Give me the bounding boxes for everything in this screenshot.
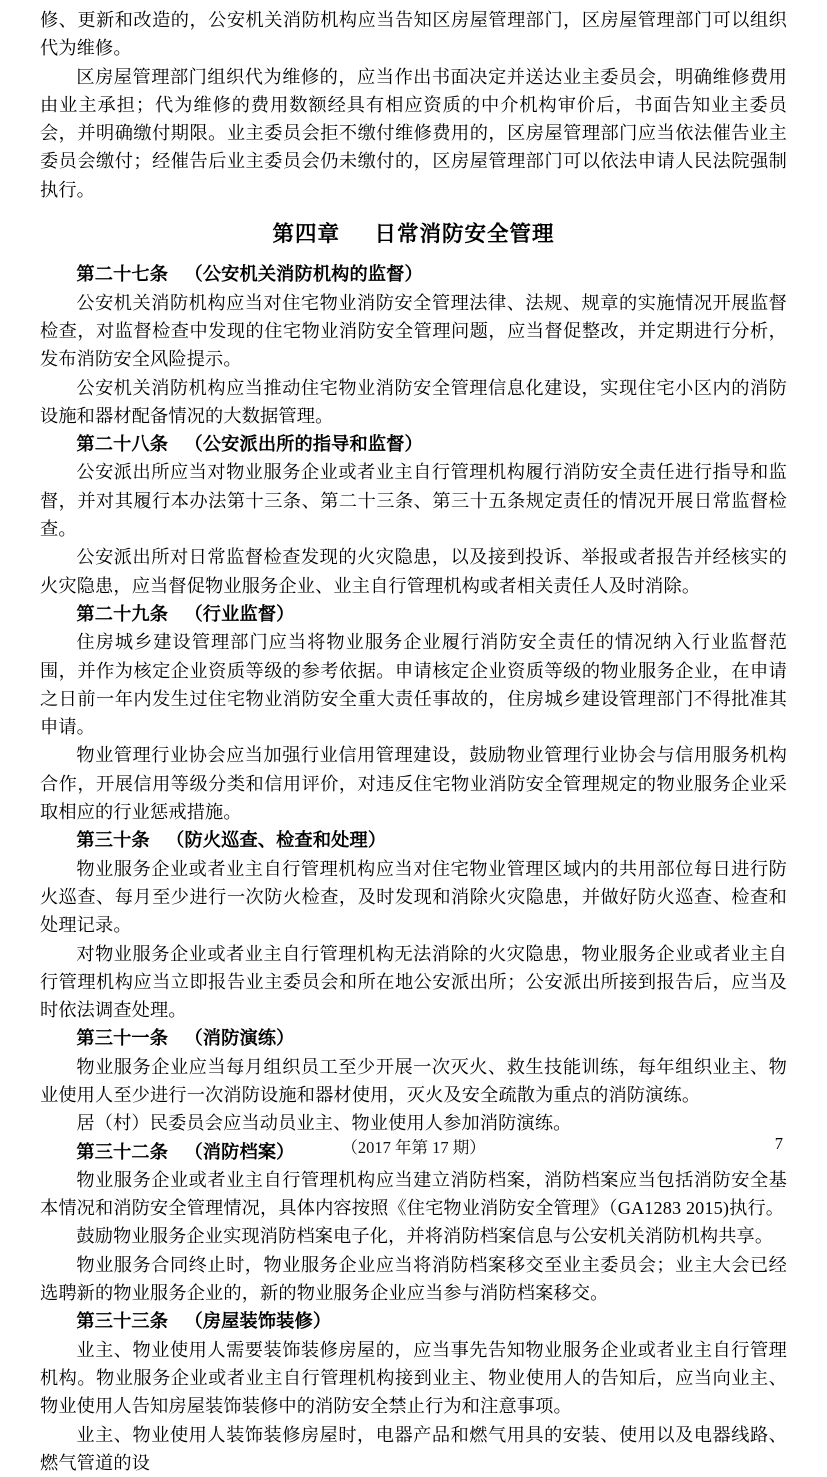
article-number-30: 第三十条 [76,830,150,851]
article-title-29: （行业监督） [184,603,295,624]
article-heading-31 [40,1024,787,1052]
article-32-paragraph-1: 物业服务企业或者业主自行管理机构应当建立消防档案，消防档案应当包括消防安全基本情况和消防安全管理情况，具体内容按照《住宅物业消防安全管理》（GA1283 2015)执行。 [40,1169,787,1219]
article-number-27: 第二十七条 [76,264,169,285]
chapter-heading [40,220,787,248]
article-27-paragraph-2: 公安机关消防机构应当推动住宅物业消防安全管理信息化建设，实现住宅小区内的消防设施和器材配备情况的大数据管理。 [40,377,787,426]
page-body [40,6,787,1477]
article-33-paragraph-2: 业主、物业使用人装饰装修房屋时，电器产品和燃气用具的安装、使用以及电器线路、燃气管道的设 [40,1424,787,1473]
article-number-28: 第二十八条 [76,434,169,455]
article-heading-27 [40,260,787,288]
article-33-paragraph-1: 业主、物业使用人需要装饰装修房屋的，应当事先告知物业服务企业或者业主自行管理机构。物业服务企业或者业主自行管理机构接到业主、物业使用人的告知后，应当向业主、物业使用人告知房屋装饰装修中的消防安全禁止行为和注意事项。 [40,1339,787,1417]
article-32-paragraph-2: 鼓励物业服务企业实现消防档案电子化，并将消防档案信息与公安机关消防机构共享。 [76,1226,774,1247]
chapter-name: 日常消防安全管理 [374,222,555,247]
footer-page-number: 7 [774,1134,783,1153]
article-31-paragraph-1: 物业服务企业应当每月组织员工至少开展一次灭火、救生技能训练，每年组织业主、物业使用人至少进行一次消防设施和器材使用，灭火及安全疏散为重点的消防演练。 [40,1056,787,1105]
chapter-number: 第四章 [272,222,341,247]
paragraph-2: 区房屋管理部门组织代为维修的，应当作出书面决定并送达业主委员会，明确维修费用由业主承担；代为维修的费用数额经具有相应资质的中介机构审价后，书面告知业主委员会，并明确缴付期限。业主委员会拒不缴付维修费用的，区房屋管理部门应当依法催告业主委员会缴付；经催告后业主委员会仍未缴付的，区房屋管理部门可以依法申请人民法院强制执行。 [40,66,787,200]
article-31-paragraph-2: 居（村）民委员会应当动员业主、物业使用人参加消防演练。 [76,1113,572,1134]
article-28-paragraph-1: 公安派出所应当对物业服务企业或者业主自行管理机构履行消防安全责任进行指导和监督，并对其履行本办法第十三条、第二十三条、第三十五条规定责任的情况开展日常监督检查。 [40,462,787,540]
article-title-32: （消防档案） [184,1141,295,1162]
article-title-31: （消防演练） [184,1028,295,1049]
article-30-paragraph-1: 物业服务企业或者业主自行管理机构应当对住宅物业管理区域内的共用部位每日进行防火巡查、每月至少进行一次防火检查，及时发现和消除火灾隐患，并做好防火巡查、检查和处理记录。 [40,858,787,936]
article-number-33: 第三十三条 [76,1311,169,1332]
article-29-paragraph-1: 住房城乡建设管理部门应当将物业服务企业履行消防安全责任的情况纳入行业监督范围，并作为核定企业资质等级的参考依据。申请核定企业资质等级的物业服务企业，在申请之日前一年内发生过住宅物业消防安全重大责任事故的，住房城乡建设管理部门不得批准其申请。 [40,632,787,738]
article-27-paragraph-1: 公安机关消防机构应当对住宅物业消防安全管理法律、法规、规章的实施情况开展监督检查，对监督检查中发现的住宅物业消防安全管理问题，应当督促整改，并定期进行分析，发布消防安全风险提示。 [40,292,787,370]
article-30-paragraph-2: 对物业服务企业或者业主自行管理机构无法消除的火灾隐患，物业服务企业或者业主自行管理机构应当立即报告业主委员会和所在地公安派出所；公安派出所接到报告后，应当及时依法调查处理。 [40,943,787,1021]
article-heading-28 [40,430,787,458]
article-title-27: （公安机关消防机构的监督） [184,264,423,285]
article-32-paragraph-3: 物业服务合同终止时，物业服务企业应当将消防档案移交至业主委员会；业主大会已经选聘新的物业服务企业的，新的物业服务企业应当参与消防档案移交。 [40,1254,787,1304]
page-footer [0,1134,827,1158]
article-heading-30 [40,826,787,854]
article-number-31: 第三十一条 [76,1028,169,1049]
footer-issue: （2017 年第 17 期） [341,1138,486,1157]
article-title-30: （防火巡查、检查和处理） [166,830,387,851]
continuation-paragraph-1: 修、更新和改造的，公安机关消防机构应当告知区房屋管理部门，区房屋管理部门可以组织代为维修。 [40,10,787,59]
article-number-32: 第三十二条 [76,1141,169,1162]
article-title-33: （房屋装饰装修） [184,1311,332,1332]
article-28-paragraph-2: 公安派出所对日常监督检查发现的火灾隐患，以及接到投诉、举报或者报告并经核实的火灾隐患，应当督促物业服务企业、业主自行管理机构或者相关责任人及时消除。 [40,547,787,596]
article-heading-29 [40,600,787,628]
article-heading-33 [40,1307,787,1335]
article-title-28: （公安派出所的指导和监督） [184,434,423,455]
article-number-29: 第二十九条 [76,603,169,624]
article-29-paragraph-2: 物业管理行业协会应当加强行业信用管理建设，鼓励物业管理行业协会与信用服务机构合作，开展信用等级分类和信用评价，对违反住宅物业消防安全管理规定的物业服务企业采取相应的行业惩戒措施。 [40,745,787,823]
